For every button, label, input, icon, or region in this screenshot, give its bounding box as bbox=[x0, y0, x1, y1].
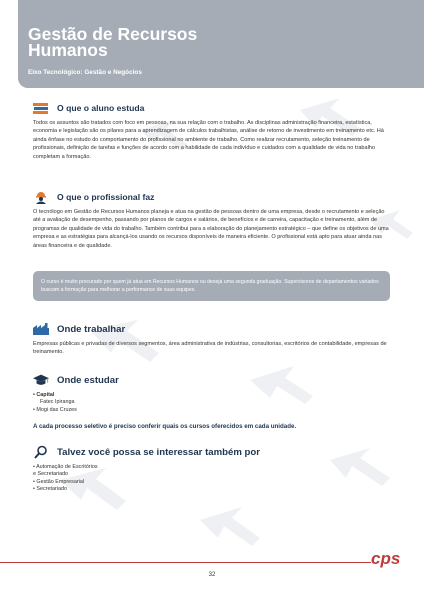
list-item: • Automação de Escritórios bbox=[33, 464, 98, 470]
section-title: Onde estudar bbox=[57, 374, 119, 386]
section-text-estuda: Todos os assuntos são tratados com foco em pessoas, na sua relação com o trabalho. As disciplinas administração financeira, estatística, economia e legislação são os pilares para a aprendizagem de cálculos trabalhistas, análise de retorno de investimento em treinamento etc. Há ainda ênfase no estudo do comportamento do profissional no ambiente de trabalho. Como realizar recrutamento, seleção treinamento de profissionais, definição de tarefas e funções de acordo com a habilidade de cada indivíduo e cuidados com a qualidade de vida no trabalho completam a formação. bbox=[33, 120, 384, 160]
list-item: Fatec Ipiranga bbox=[40, 399, 75, 406]
study-locations-list bbox=[33, 392, 77, 414]
section-title: O que o aluno estuda bbox=[57, 103, 145, 113]
page-subtitle: Eixo Tecnológico: Gestão e Negócios bbox=[28, 69, 142, 76]
list-item: • Capital bbox=[33, 392, 55, 398]
books-icon bbox=[33, 101, 49, 115]
graduation-cap-icon bbox=[33, 373, 49, 387]
section-title: Talvez você possa se interessar também por bbox=[57, 446, 260, 458]
list-item: e Secretariado bbox=[33, 471, 69, 478]
section-heading-estuda bbox=[33, 101, 144, 115]
section-heading-interesse bbox=[33, 445, 260, 459]
related-courses-list bbox=[33, 464, 98, 494]
section-heading-estudar bbox=[33, 373, 119, 387]
list-item: • Mogi das Cruzes bbox=[33, 406, 77, 413]
section-title: O que o profissional faz bbox=[57, 192, 155, 202]
info-callout: O curso é muito procurado por quem já atua em Recursos Humanos ou deseja uma segunda graduação. Supervisores de departamentos variados buscam a formação para melhorar a performance de suas equipes. bbox=[33, 271, 390, 301]
worker-icon bbox=[33, 190, 49, 204]
section-text-trabalhar: Empresas públicas e privadas de diversos segmentos, área administrativa de indústrias, consultorias, escritórios de contabilidade, empresas de treinamento. bbox=[33, 341, 387, 356]
section-text-faz: O tecnólogo em Gestão de Recursos Humanos planeja e atua na gestão de pessoas dentro de uma empresa, desde o recrutamento e seleção até a avaliação de desempenho, passando por planos de cargos e salários, de benefícios e de carreira, capacitação e treinamento, além de programas de qualidade de vida do trabalho. Também contribui para a elaboração do planejamento estratégico – que define os objetivos de uma empresa e as estratégias para alcançá-los usando os recursos disponíveis de maneira eficiente. O profissional está apto para atuar ainda nas áreas financeira e de qualidade. bbox=[33, 209, 389, 249]
section-title: Onde trabalhar bbox=[57, 323, 126, 335]
list-item: • Gestão Empresarial bbox=[33, 478, 85, 485]
section-heading-trabalhar bbox=[33, 322, 125, 336]
section-heading-faz bbox=[33, 190, 154, 204]
magnifier-icon bbox=[33, 445, 49, 459]
factory-icon bbox=[33, 322, 49, 336]
selection-note: A cada processo seletivo é preciso conferir quais os cursos oferecidos em cada unidade. bbox=[33, 423, 297, 430]
page-number: 32 bbox=[208, 572, 216, 578]
footer-rule bbox=[0, 562, 371, 563]
cps-logo bbox=[369, 548, 409, 570]
logo-text: cps bbox=[371, 549, 401, 568]
page-title: Gestão de Recursos Humanos bbox=[28, 24, 198, 60]
list-item: • Secretariado bbox=[33, 486, 67, 493]
